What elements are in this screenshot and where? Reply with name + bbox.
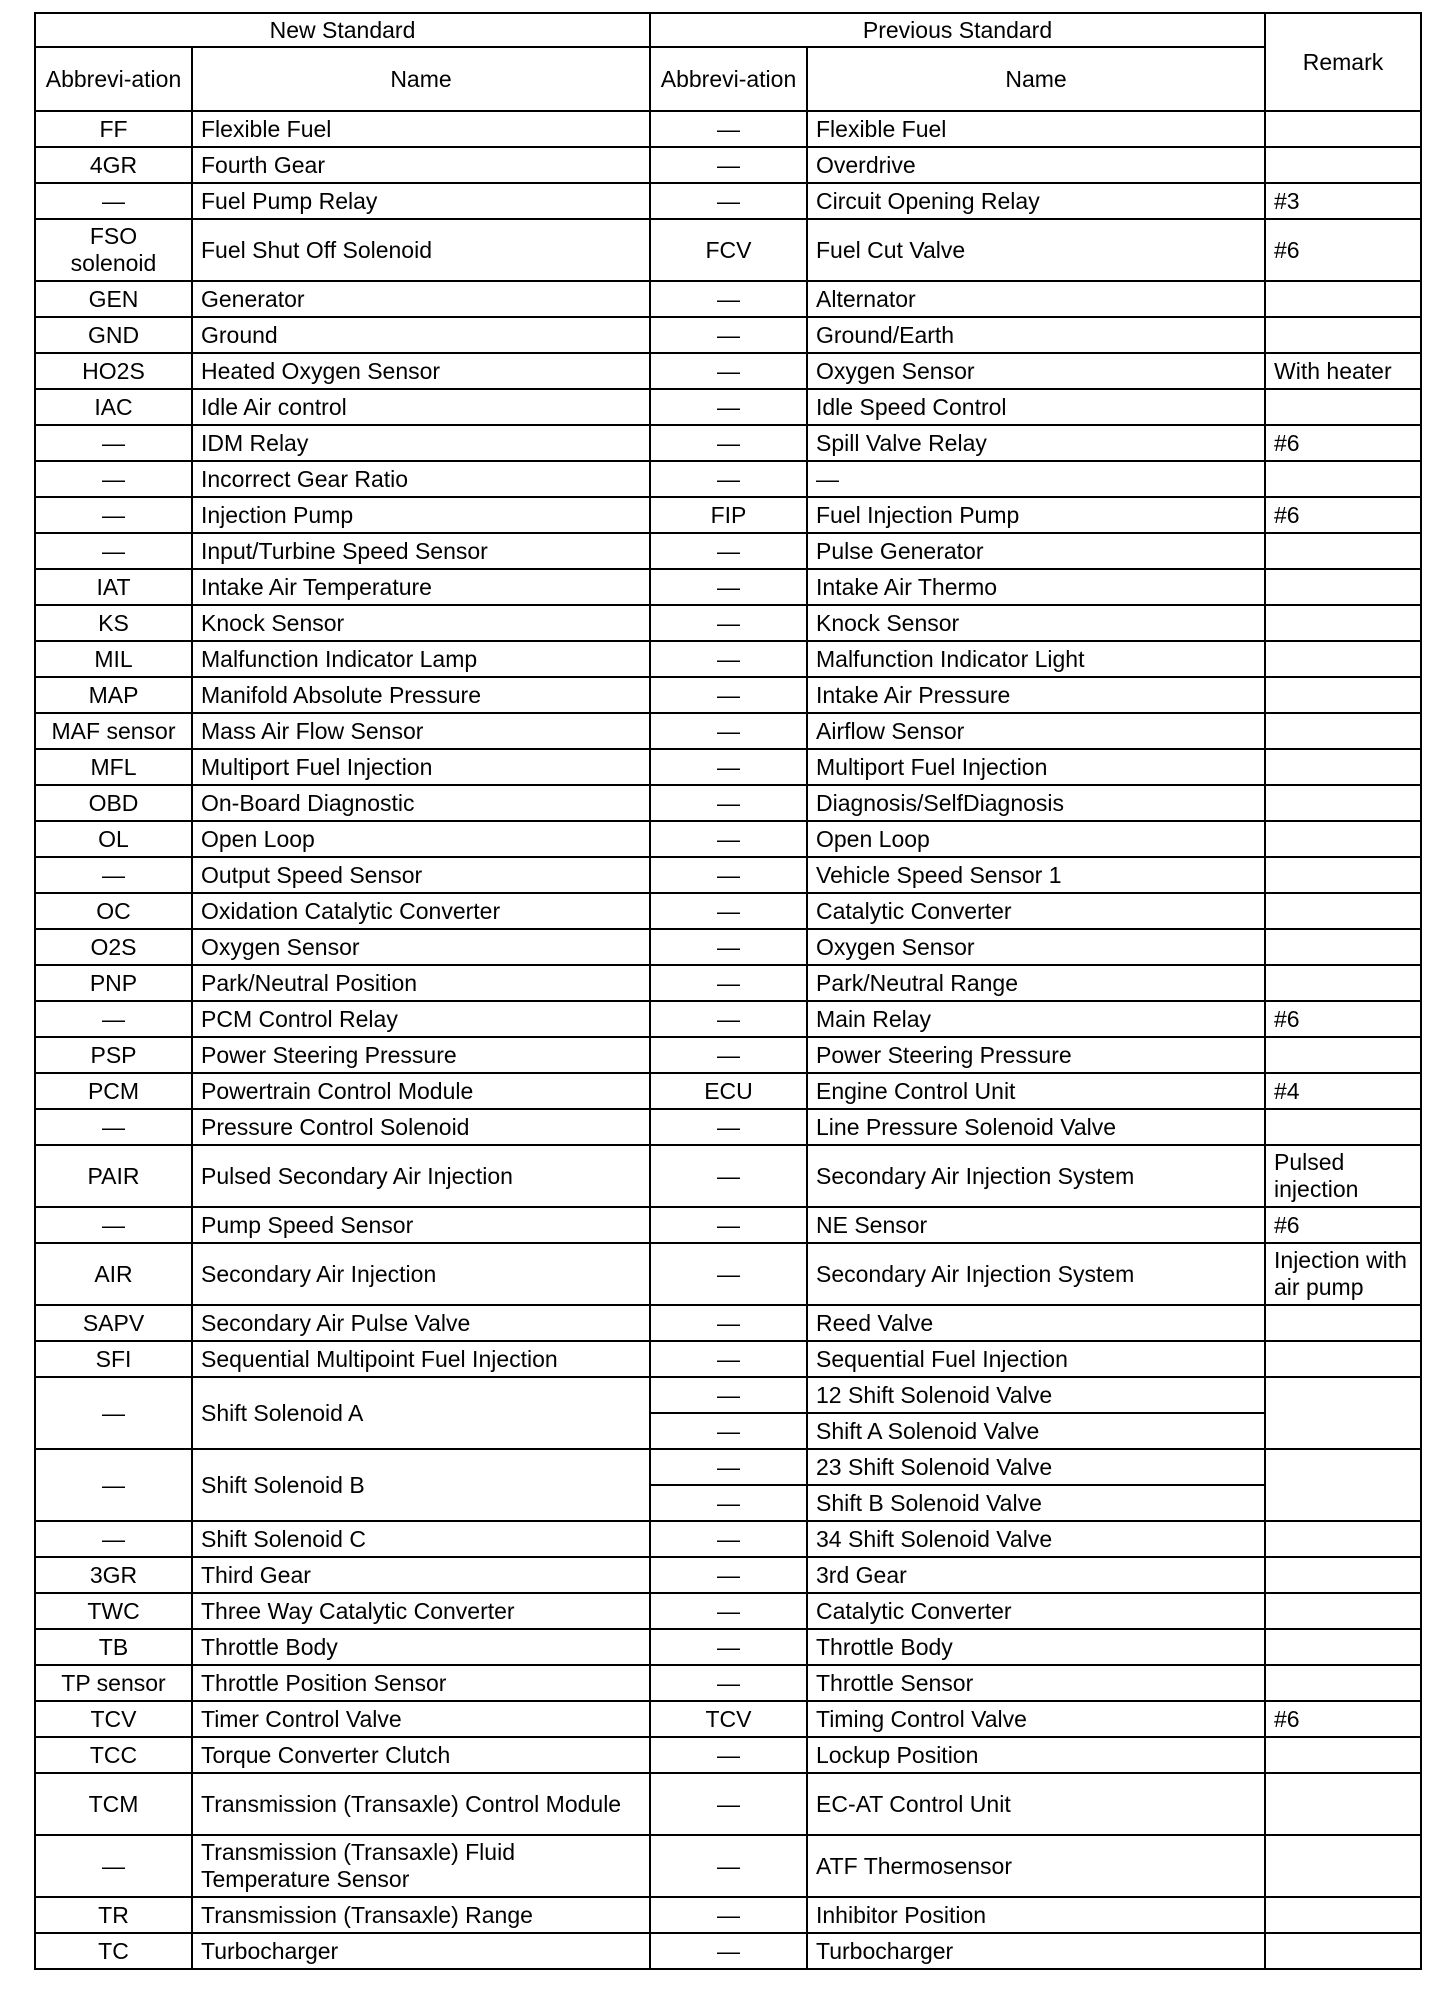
remark-header: Remark bbox=[1265, 13, 1421, 111]
remark-cell bbox=[1265, 713, 1421, 749]
new-abbreviation-cell: TR bbox=[35, 1897, 192, 1933]
new-name-cell: Knock Sensor bbox=[192, 605, 650, 641]
table-row bbox=[35, 1557, 1421, 1593]
new-name-header: Name bbox=[192, 47, 650, 111]
table-row bbox=[35, 147, 1421, 183]
table-row bbox=[35, 281, 1421, 317]
remark-cell: With heater bbox=[1265, 353, 1421, 389]
table-row bbox=[35, 1037, 1421, 1073]
previous-abbreviation-cell: — bbox=[650, 1109, 807, 1145]
previous-abbreviation-cell: — bbox=[650, 1001, 807, 1037]
new-abbreviation-cell: TCV bbox=[35, 1701, 192, 1737]
previous-name-cell: Idle Speed Control bbox=[807, 389, 1265, 425]
new-name-cell: Intake Air Temperature bbox=[192, 569, 650, 605]
new-name-cell: Fuel Shut Off Solenoid bbox=[192, 219, 650, 281]
new-name-cell: Idle Air control bbox=[192, 389, 650, 425]
new-name-cell: Heated Oxygen Sensor bbox=[192, 353, 650, 389]
table-row bbox=[35, 677, 1421, 713]
remark-cell: #6 bbox=[1265, 497, 1421, 533]
previous-name-cell: — bbox=[807, 461, 1265, 497]
new-name-cell: Torque Converter Clutch bbox=[192, 1737, 650, 1773]
previous-abbreviation-cell: — bbox=[650, 1449, 807, 1485]
abbreviation-table bbox=[34, 12, 1422, 1970]
table-row bbox=[35, 1073, 1421, 1109]
table-row bbox=[35, 353, 1421, 389]
remark-cell bbox=[1265, 821, 1421, 857]
previous-name-cell: Fuel Cut Valve bbox=[807, 219, 1265, 281]
new-name-cell: Secondary Air Injection bbox=[192, 1243, 650, 1305]
table-row bbox=[35, 1109, 1421, 1145]
previous-abbreviation-cell: — bbox=[650, 389, 807, 425]
table-row bbox=[35, 1737, 1421, 1773]
previous-abbreviation-cell: — bbox=[650, 1773, 807, 1835]
new-name-cell: Oxidation Catalytic Converter bbox=[192, 893, 650, 929]
new-abbreviation-cell: PCM bbox=[35, 1073, 192, 1109]
new-name-cell: Power Steering Pressure bbox=[192, 1037, 650, 1073]
previous-abbreviation-cell: — bbox=[650, 1933, 807, 1969]
previous-name-cell: Engine Control Unit bbox=[807, 1073, 1265, 1109]
previous-name-cell: Fuel Injection Pump bbox=[807, 497, 1265, 533]
previous-name-cell: Timing Control Valve bbox=[807, 1701, 1265, 1737]
previous-name-cell: Turbocharger bbox=[807, 1933, 1265, 1969]
remark-cell bbox=[1265, 605, 1421, 641]
previous-name-cell: Reed Valve bbox=[807, 1305, 1265, 1341]
previous-abbreviation-cell: — bbox=[650, 353, 807, 389]
previous-abbreviation-cell: — bbox=[650, 461, 807, 497]
remark-cell bbox=[1265, 1773, 1421, 1835]
table-row bbox=[35, 1377, 1421, 1413]
previous-abbreviation-cell: — bbox=[650, 569, 807, 605]
table-row bbox=[35, 749, 1421, 785]
remark-cell bbox=[1265, 1449, 1421, 1521]
previous-abbreviation-cell: — bbox=[650, 857, 807, 893]
previous-abbreviation-cell: — bbox=[650, 1629, 807, 1665]
table-row bbox=[35, 461, 1421, 497]
previous-name-header: Name bbox=[807, 47, 1265, 111]
remark-cell bbox=[1265, 1593, 1421, 1629]
new-abbreviation-cell: MFL bbox=[35, 749, 192, 785]
previous-name-cell: Pulse Generator bbox=[807, 533, 1265, 569]
remark-cell bbox=[1265, 1521, 1421, 1557]
new-abbreviation-cell: IAT bbox=[35, 569, 192, 605]
previous-name-cell: Lockup Position bbox=[807, 1737, 1265, 1773]
new-name-cell: Input/Turbine Speed Sensor bbox=[192, 533, 650, 569]
previous-abbreviation-cell: — bbox=[650, 929, 807, 965]
previous-name-cell: Park/Neutral Range bbox=[807, 965, 1265, 1001]
previous-abbreviation-cell: — bbox=[650, 965, 807, 1001]
remark-cell bbox=[1265, 857, 1421, 893]
new-abbreviation-cell: TB bbox=[35, 1629, 192, 1665]
new-abbreviation-cell: 3GR bbox=[35, 1557, 192, 1593]
table-row bbox=[35, 893, 1421, 929]
new-name-cell: Shift Solenoid B bbox=[192, 1449, 650, 1521]
previous-abbreviation-cell: — bbox=[650, 1413, 807, 1449]
previous-name-cell: Catalytic Converter bbox=[807, 1593, 1265, 1629]
previous-name-cell: Intake Air Thermo bbox=[807, 569, 1265, 605]
previous-name-cell: Ground/Earth bbox=[807, 317, 1265, 353]
remark-cell bbox=[1265, 147, 1421, 183]
previous-name-cell: Inhibitor Position bbox=[807, 1897, 1265, 1933]
remark-cell bbox=[1265, 317, 1421, 353]
previous-name-cell: Power Steering Pressure bbox=[807, 1037, 1265, 1073]
new-abbreviation-cell: — bbox=[35, 1207, 192, 1243]
table-row bbox=[35, 1305, 1421, 1341]
previous-standard-header: Previous Standard bbox=[650, 13, 1265, 47]
remark-cell: #6 bbox=[1265, 1701, 1421, 1737]
table-header bbox=[35, 13, 1421, 111]
previous-name-cell: ATF Thermosensor bbox=[807, 1835, 1265, 1897]
previous-name-cell: Circuit Opening Relay bbox=[807, 183, 1265, 219]
new-name-cell: Open Loop bbox=[192, 821, 650, 857]
previous-name-cell: Secondary Air Injection System bbox=[807, 1145, 1265, 1207]
new-name-cell: Park/Neutral Position bbox=[192, 965, 650, 1001]
previous-name-cell: Diagnosis/SelfDiagnosis bbox=[807, 785, 1265, 821]
previous-abbreviation-cell: — bbox=[650, 317, 807, 353]
previous-abbreviation-cell: — bbox=[650, 533, 807, 569]
remark-cell bbox=[1265, 893, 1421, 929]
new-abbreviation-cell: MAP bbox=[35, 677, 192, 713]
new-abbreviation-cell: IAC bbox=[35, 389, 192, 425]
previous-name-cell: Oxygen Sensor bbox=[807, 353, 1265, 389]
new-abbreviation-cell: — bbox=[35, 1109, 192, 1145]
previous-abbreviation-cell: — bbox=[650, 1037, 807, 1073]
remark-cell bbox=[1265, 1377, 1421, 1449]
table-row bbox=[35, 785, 1421, 821]
previous-abbreviation-cell: — bbox=[650, 821, 807, 857]
table-row bbox=[35, 1341, 1421, 1377]
remark-cell bbox=[1265, 965, 1421, 1001]
new-abbreviation-cell: PNP bbox=[35, 965, 192, 1001]
new-name-cell: Ground bbox=[192, 317, 650, 353]
new-name-cell: Shift Solenoid C bbox=[192, 1521, 650, 1557]
table-row bbox=[35, 821, 1421, 857]
table-row bbox=[35, 713, 1421, 749]
previous-name-cell: 3rd Gear bbox=[807, 1557, 1265, 1593]
new-standard-header: New Standard bbox=[35, 13, 650, 47]
new-name-cell: Mass Air Flow Sensor bbox=[192, 713, 650, 749]
previous-name-cell: Multiport Fuel Injection bbox=[807, 749, 1265, 785]
new-abbreviation-cell: PAIR bbox=[35, 1145, 192, 1207]
new-abbreviation-cell: — bbox=[35, 1449, 192, 1521]
previous-abbreviation-cell: — bbox=[650, 1593, 807, 1629]
previous-abbreviation-cell: ECU bbox=[650, 1073, 807, 1109]
remark-cell bbox=[1265, 1737, 1421, 1773]
previous-abbreviation-cell: — bbox=[650, 1737, 807, 1773]
remark-cell bbox=[1265, 1665, 1421, 1701]
previous-abbreviation-cell: — bbox=[650, 893, 807, 929]
table-row bbox=[35, 605, 1421, 641]
previous-name-cell: Knock Sensor bbox=[807, 605, 1265, 641]
previous-abbreviation-cell: — bbox=[650, 425, 807, 461]
previous-name-cell: Overdrive bbox=[807, 147, 1265, 183]
previous-abbreviation-cell: — bbox=[650, 183, 807, 219]
previous-abbreviation-cell: — bbox=[650, 1665, 807, 1701]
previous-abbreviation-cell: — bbox=[650, 605, 807, 641]
new-name-cell: Throttle Position Sensor bbox=[192, 1665, 650, 1701]
new-name-cell: Timer Control Valve bbox=[192, 1701, 650, 1737]
previous-name-cell: EC-AT Control Unit bbox=[807, 1773, 1265, 1835]
new-abbreviation-cell: KS bbox=[35, 605, 192, 641]
remark-cell bbox=[1265, 111, 1421, 147]
new-abbreviation-cell: GND bbox=[35, 317, 192, 353]
new-abbreviation-header: Abbrevi-ation bbox=[35, 47, 192, 111]
remark-cell: #6 bbox=[1265, 1001, 1421, 1037]
new-abbreviation-cell: PSP bbox=[35, 1037, 192, 1073]
new-abbreviation-cell: OL bbox=[35, 821, 192, 857]
table-row bbox=[35, 929, 1421, 965]
new-name-cell: Manifold Absolute Pressure bbox=[192, 677, 650, 713]
previous-abbreviation-cell: — bbox=[650, 1377, 807, 1413]
remark-cell: Pulsed injection bbox=[1265, 1145, 1421, 1207]
table-row bbox=[35, 1521, 1421, 1557]
previous-name-cell: Shift A Solenoid Valve bbox=[807, 1413, 1265, 1449]
remark-cell: #4 bbox=[1265, 1073, 1421, 1109]
new-name-cell: Fuel Pump Relay bbox=[192, 183, 650, 219]
previous-name-cell: Throttle Sensor bbox=[807, 1665, 1265, 1701]
previous-name-cell: Throttle Body bbox=[807, 1629, 1265, 1665]
previous-name-cell: Catalytic Converter bbox=[807, 893, 1265, 929]
new-abbreviation-cell: TCM bbox=[35, 1773, 192, 1835]
table-row bbox=[35, 569, 1421, 605]
previous-name-cell: Intake Air Pressure bbox=[807, 677, 1265, 713]
new-name-cell: Malfunction Indicator Lamp bbox=[192, 641, 650, 677]
previous-abbreviation-cell: FCV bbox=[650, 219, 807, 281]
new-abbreviation-cell: TC bbox=[35, 1933, 192, 1969]
remark-cell: Injection with air pump bbox=[1265, 1243, 1421, 1305]
table-row bbox=[35, 183, 1421, 219]
remark-cell bbox=[1265, 1835, 1421, 1897]
previous-abbreviation-cell: — bbox=[650, 785, 807, 821]
new-name-cell: Powertrain Control Module bbox=[192, 1073, 650, 1109]
new-name-cell: Three Way Catalytic Converter bbox=[192, 1593, 650, 1629]
new-abbreviation-cell: TWC bbox=[35, 1593, 192, 1629]
new-abbreviation-cell: — bbox=[35, 857, 192, 893]
table-row bbox=[35, 1773, 1421, 1835]
new-name-cell: Incorrect Gear Ratio bbox=[192, 461, 650, 497]
previous-name-cell: Flexible Fuel bbox=[807, 111, 1265, 147]
remark-cell bbox=[1265, 1305, 1421, 1341]
previous-abbreviation-cell: — bbox=[650, 713, 807, 749]
previous-name-cell: Main Relay bbox=[807, 1001, 1265, 1037]
new-name-cell: Third Gear bbox=[192, 1557, 650, 1593]
new-name-cell: Shift Solenoid A bbox=[192, 1377, 650, 1449]
remark-cell: #6 bbox=[1265, 219, 1421, 281]
new-name-cell: Secondary Air Pulse Valve bbox=[192, 1305, 650, 1341]
remark-cell bbox=[1265, 677, 1421, 713]
new-name-cell: Throttle Body bbox=[192, 1629, 650, 1665]
table-row bbox=[35, 1701, 1421, 1737]
table-row bbox=[35, 533, 1421, 569]
previous-abbreviation-cell: — bbox=[650, 111, 807, 147]
new-name-cell: Oxygen Sensor bbox=[192, 929, 650, 965]
remark-cell bbox=[1265, 1629, 1421, 1665]
new-name-cell: Multiport Fuel Injection bbox=[192, 749, 650, 785]
new-name-cell: PCM Control Relay bbox=[192, 1001, 650, 1037]
new-abbreviation-cell: O2S bbox=[35, 929, 192, 965]
new-abbreviation-cell: — bbox=[35, 533, 192, 569]
previous-name-cell: Malfunction Indicator Light bbox=[807, 641, 1265, 677]
previous-name-cell: 12 Shift Solenoid Valve bbox=[807, 1377, 1265, 1413]
new-name-cell: Generator bbox=[192, 281, 650, 317]
previous-name-cell: Secondary Air Injection System bbox=[807, 1243, 1265, 1305]
new-abbreviation-cell: AIR bbox=[35, 1243, 192, 1305]
table-row bbox=[35, 1001, 1421, 1037]
previous-abbreviation-cell: — bbox=[650, 1835, 807, 1897]
new-abbreviation-cell: SAPV bbox=[35, 1305, 192, 1341]
abbreviation-table-sheet bbox=[34, 12, 1420, 1970]
previous-name-cell: Airflow Sensor bbox=[807, 713, 1265, 749]
previous-name-cell: Oxygen Sensor bbox=[807, 929, 1265, 965]
remark-cell bbox=[1265, 1897, 1421, 1933]
new-abbreviation-cell: SFI bbox=[35, 1341, 192, 1377]
new-name-cell: IDM Relay bbox=[192, 425, 650, 461]
table-row bbox=[35, 497, 1421, 533]
remark-cell bbox=[1265, 1933, 1421, 1969]
new-name-cell: Sequential Multipoint Fuel Injection bbox=[192, 1341, 650, 1377]
previous-name-cell: Spill Valve Relay bbox=[807, 425, 1265, 461]
new-name-cell: Transmission (Transaxle) Fluid Temperature Sensor bbox=[192, 1835, 650, 1897]
previous-name-cell: Open Loop bbox=[807, 821, 1265, 857]
previous-name-cell: 34 Shift Solenoid Valve bbox=[807, 1521, 1265, 1557]
previous-abbreviation-cell: — bbox=[650, 1897, 807, 1933]
table-row bbox=[35, 1449, 1421, 1485]
table-row bbox=[35, 1933, 1421, 1969]
previous-name-cell: Vehicle Speed Sensor 1 bbox=[807, 857, 1265, 893]
previous-abbreviation-cell: — bbox=[650, 1485, 807, 1521]
previous-abbreviation-cell: FIP bbox=[650, 497, 807, 533]
table-row bbox=[35, 1593, 1421, 1629]
new-name-cell: Pulsed Secondary Air Injection bbox=[192, 1145, 650, 1207]
new-name-cell: Output Speed Sensor bbox=[192, 857, 650, 893]
new-abbreviation-cell: OBD bbox=[35, 785, 192, 821]
new-abbreviation-cell: FF bbox=[35, 111, 192, 147]
remark-cell: #6 bbox=[1265, 1207, 1421, 1243]
table-body bbox=[35, 111, 1421, 1969]
new-name-cell: Pressure Control Solenoid bbox=[192, 1109, 650, 1145]
table-row bbox=[35, 1243, 1421, 1305]
remark-cell bbox=[1265, 533, 1421, 569]
new-abbreviation-cell: — bbox=[35, 1001, 192, 1037]
new-abbreviation-cell: MAF sensor bbox=[35, 713, 192, 749]
table-row bbox=[35, 1629, 1421, 1665]
remark-cell bbox=[1265, 641, 1421, 677]
remark-cell bbox=[1265, 929, 1421, 965]
table-row bbox=[35, 1145, 1421, 1207]
table-row bbox=[35, 1835, 1421, 1897]
remark-cell bbox=[1265, 785, 1421, 821]
table-row bbox=[35, 641, 1421, 677]
new-abbreviation-cell: — bbox=[35, 1835, 192, 1897]
remark-cell bbox=[1265, 569, 1421, 605]
remark-cell bbox=[1265, 1341, 1421, 1377]
table-row bbox=[35, 111, 1421, 147]
new-name-cell: On-Board Diagnostic bbox=[192, 785, 650, 821]
remark-cell bbox=[1265, 749, 1421, 785]
remark-cell bbox=[1265, 1557, 1421, 1593]
new-abbreviation-cell: — bbox=[35, 1521, 192, 1557]
new-name-cell: Transmission (Transaxle) Range bbox=[192, 1897, 650, 1933]
new-abbreviation-cell: — bbox=[35, 425, 192, 461]
previous-abbreviation-cell: — bbox=[650, 1145, 807, 1207]
table-row bbox=[35, 965, 1421, 1001]
previous-abbreviation-cell: — bbox=[650, 641, 807, 677]
new-abbreviation-cell: 4GR bbox=[35, 147, 192, 183]
new-name-cell: Fourth Gear bbox=[192, 147, 650, 183]
table-row bbox=[35, 219, 1421, 281]
previous-name-cell: Alternator bbox=[807, 281, 1265, 317]
new-name-cell: Transmission (Transaxle) Control Module bbox=[192, 1773, 650, 1835]
previous-abbreviation-cell: — bbox=[650, 1341, 807, 1377]
new-abbreviation-cell: TP sensor bbox=[35, 1665, 192, 1701]
table-row bbox=[35, 389, 1421, 425]
remark-cell bbox=[1265, 281, 1421, 317]
table-row bbox=[35, 1207, 1421, 1243]
new-abbreviation-cell: — bbox=[35, 183, 192, 219]
remark-cell: #6 bbox=[1265, 425, 1421, 461]
remark-cell bbox=[1265, 1037, 1421, 1073]
new-abbreviation-cell: FSO solenoid bbox=[35, 219, 192, 281]
previous-name-cell: Line Pressure Solenoid Valve bbox=[807, 1109, 1265, 1145]
previous-abbreviation-cell: — bbox=[650, 1305, 807, 1341]
previous-abbreviation-cell: — bbox=[650, 749, 807, 785]
new-abbreviation-cell: TCC bbox=[35, 1737, 192, 1773]
new-abbreviation-cell: GEN bbox=[35, 281, 192, 317]
remark-cell: #3 bbox=[1265, 183, 1421, 219]
previous-name-cell: 23 Shift Solenoid Valve bbox=[807, 1449, 1265, 1485]
table-row bbox=[35, 425, 1421, 461]
previous-abbreviation-cell: — bbox=[650, 1557, 807, 1593]
previous-abbreviation-header: Abbrevi-ation bbox=[650, 47, 807, 111]
table-row bbox=[35, 1665, 1421, 1701]
previous-abbreviation-cell: TCV bbox=[650, 1701, 807, 1737]
previous-abbreviation-cell: — bbox=[650, 677, 807, 713]
new-abbreviation-cell: HO2S bbox=[35, 353, 192, 389]
new-name-cell: Injection Pump bbox=[192, 497, 650, 533]
remark-cell bbox=[1265, 389, 1421, 425]
new-name-cell: Pump Speed Sensor bbox=[192, 1207, 650, 1243]
new-abbreviation-cell: — bbox=[35, 1377, 192, 1449]
new-name-cell: Flexible Fuel bbox=[192, 111, 650, 147]
previous-abbreviation-cell: — bbox=[650, 147, 807, 183]
previous-abbreviation-cell: — bbox=[650, 1207, 807, 1243]
table-row bbox=[35, 1897, 1421, 1933]
new-abbreviation-cell: — bbox=[35, 497, 192, 533]
previous-name-cell: NE Sensor bbox=[807, 1207, 1265, 1243]
table-row bbox=[35, 317, 1421, 353]
remark-cell bbox=[1265, 461, 1421, 497]
previous-name-cell: Sequential Fuel Injection bbox=[807, 1341, 1265, 1377]
new-abbreviation-cell: OC bbox=[35, 893, 192, 929]
remark-cell bbox=[1265, 1109, 1421, 1145]
new-abbreviation-cell: MIL bbox=[35, 641, 192, 677]
previous-abbreviation-cell: — bbox=[650, 1243, 807, 1305]
table-row bbox=[35, 857, 1421, 893]
new-abbreviation-cell: — bbox=[35, 461, 192, 497]
previous-abbreviation-cell: — bbox=[650, 1521, 807, 1557]
previous-abbreviation-cell: — bbox=[650, 281, 807, 317]
previous-name-cell: Shift B Solenoid Valve bbox=[807, 1485, 1265, 1521]
new-name-cell: Turbocharger bbox=[192, 1933, 650, 1969]
